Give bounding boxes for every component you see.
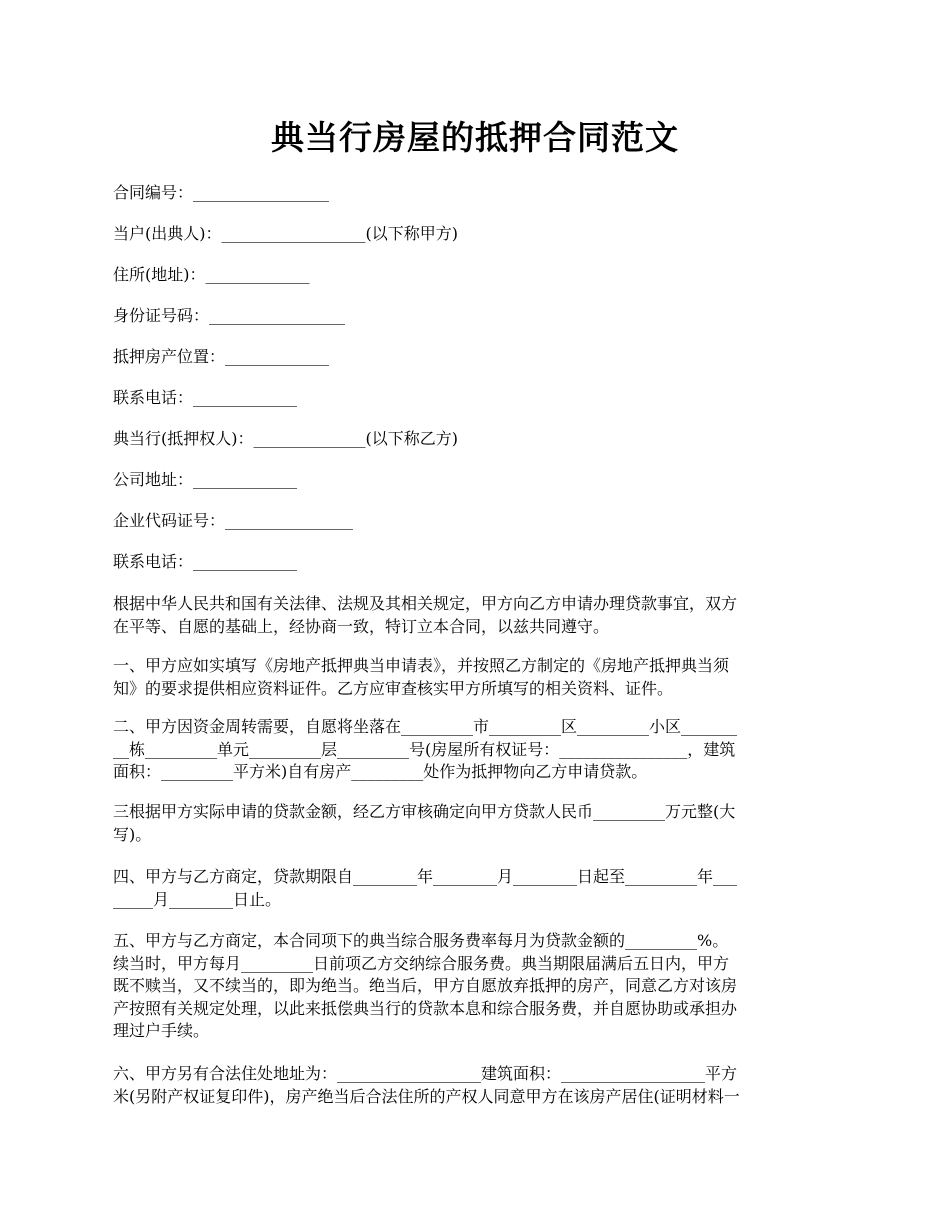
property-location-field: 抵押房产位置：_____________ — [113, 347, 330, 366]
clause-1: 一、甲方应如实填写《房地产抵押典当申请表》，并按照乙方制定的《房地产抵押典当须 知》的要求提供相应资料证件。乙方应审查核实甲方所填写的相关资料、证件。 — [113, 656, 730, 698]
clause-2: 二、甲方因资金周转需要，自愿将坐落在_________市_________区_________小区_______ __栋_________单元_________层_________号(房屋所有权证号：________________，建筑 面积：_________平方米)自有房产_________处作为抵押物向乙方申请贷款。 — [113, 717, 738, 781]
clause-4: 四、甲方与乙方商定，贷款期限自________年________月________日起至_________年___ _____月________日止。 — [113, 867, 738, 909]
pawner-field: 当户(出典人)：__________________(以下称甲方) — [113, 224, 458, 243]
enterprise-code-field: 企业代码证号：________________ — [113, 511, 354, 530]
clause-5: 五、甲方与乙方商定，本合同项下的典当综合服务费率每月为贷款金额的_________%。 续当时，甲方每月_________日前项乙方交纳综合服务费。典当期限届满后五日内，甲方 既不赎当，又不续当的，即为绝当。绝当后，甲方自愿放弃抵押的房产，同意乙方对该房 产按照有关规定处理，以此来抵偿典当行的贷款本息和综合服务费，并自愿协助或承担办 理过户手续。 — [113, 931, 738, 1040]
document-title: 典当行房屋的抵押合同范文 — [271, 118, 679, 157]
intro-paragraph: 根据中华人民共和国有关法律、法规及其相关规定，甲方向乙方申请办理贷款事宜，双方 在平等、自愿的基础上，经协商一致，特订立本合同，以兹共同遵守。 — [113, 594, 738, 636]
id-number-field: 身份证号码：_________________ — [113, 306, 346, 325]
contract-number-field: 合同编号：_________________ — [113, 183, 330, 202]
company-address-field: 公司地址：_____________ — [113, 470, 298, 489]
phone-field: 联系电话：_____________ — [113, 388, 298, 407]
pawnshop-field: 典当行(抵押权人)：______________(以下称乙方) — [113, 429, 458, 448]
clause-3: 三根据甲方实际申请的贷款金额，经乙方审核确定向甲方贷款人民币_________万元整(大 写)。 — [113, 802, 736, 844]
clause-6: 六、甲方另有合法住处地址为：__________________建筑面积：__________________平方 米(另附产权证复印件)，房产绝当后合法住所的产权人同意甲方在该房产居住(证明材料一 — [113, 1064, 740, 1106]
company-phone-field: 联系电话：_____________ — [113, 552, 298, 571]
address-field: 住所(地址)：_____________ — [113, 265, 310, 284]
